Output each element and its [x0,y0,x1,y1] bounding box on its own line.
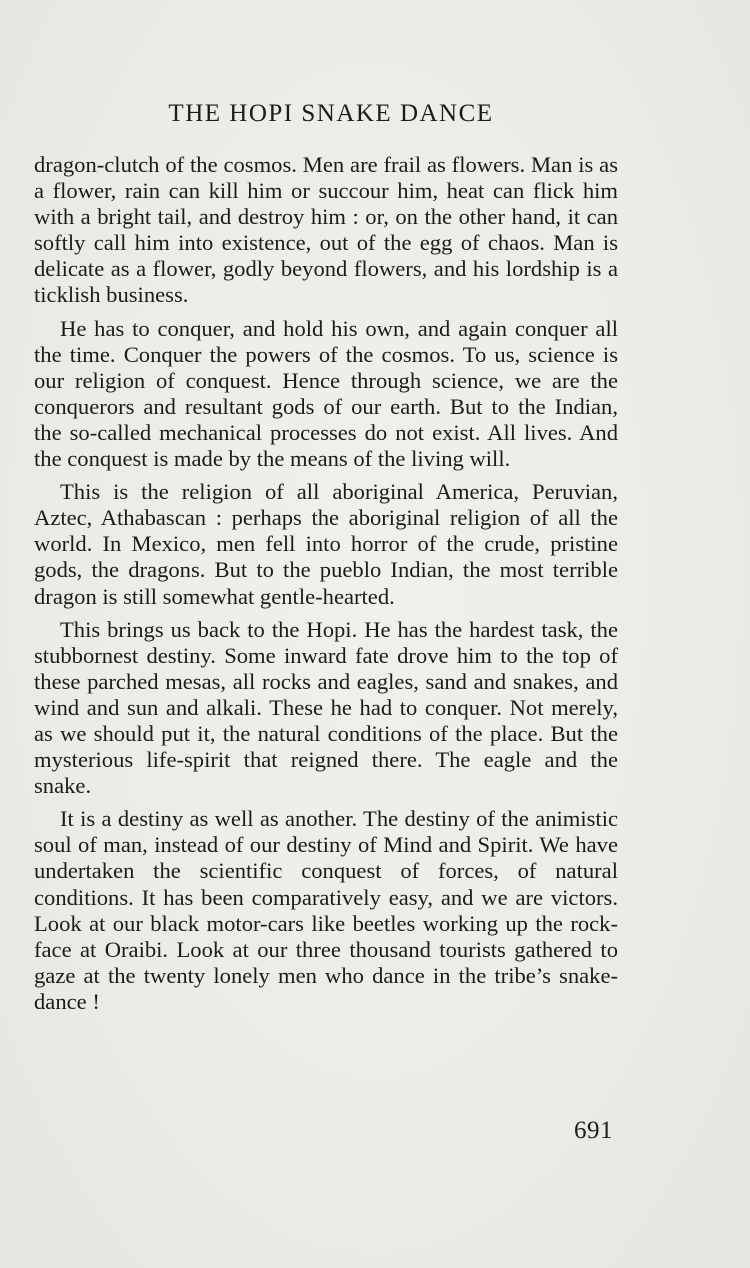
running-head-text: THE HOPI SNAKE DANCE [168,100,494,127]
paragraph-3: This is the religion of all aboriginal America, Peruvian, Aztec, Athabascan : perhaps the aboriginal religion of all the world. In Mexico, men fell into horror of the crude, pristine gods, the dragons. But to the pueblo Indian, the most terrible dragon is still somewhat gentle-hearted. [34,479,618,609]
paragraph-2: He has to conquer, and hold his own, and again conquer all the time. Conquer the powers of the cosmos. To us, science is our religion of conquest. Hence through science, we are the conquerors and resultant gods of our earth. But to the Indian, the so-called mechanical processes do not exist. All lives. And the conquest is made by the means of the living will. [34,315,618,472]
paragraph-5: It is a destiny as well as another. The destiny of the animistic soul of man, instead of our destiny of Mind and Spirit. We have undertaken the scientific conquest of forces, of natural conditions. It has been comparatively easy, and we are victors. Look at our black motor-cars like beetles working up the rock-face at Oraibi. Look at our three thousand tourists gathered to gaze at the twenty lonely men who dance in the tribe’s snake-dance ! [34,806,618,1014]
paragraph-4: This brings us back to the Hopi. He has the hardest task, the stubbornest destiny. Some inward fate drove him to the top of these parched mesas, all rocks and eagles, sand and snakes, and wind and sun and alkali. These he had to conquer. Not merely, as we should put it, the natural conditions of the place. But the mysterious life-spirit that reigned there. The eagle and the snake. [34,616,618,799]
running-head [0,100,660,128]
body-text [34,152,618,1022]
page-number: 691 [574,1117,613,1144]
paragraph-1: dragon-clutch of the cosmos. Men are frail as flowers. Man is as a flower, rain can kill him or succour him, heat can flick him with a bright tail, and destroy him : or, on the other hand, it can softly call him into existence, out of the egg of chaos. Man is delicate as a flower, godly beyond flowers, and his lordship is a ticklish business. [34,152,618,308]
